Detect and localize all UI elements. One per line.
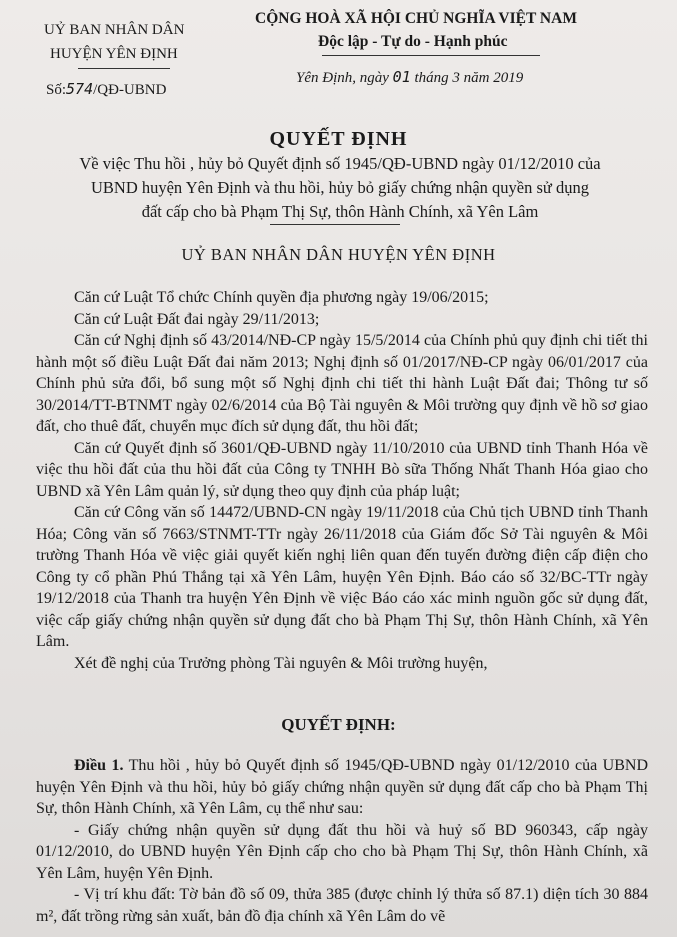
- agency-name-line1: UỶ BAN NHÂN DÂN: [44, 22, 185, 38]
- bullet-item: - Giấy chứng nhận quyền sử dụng đất thu hồi và huỷ số BD 960343, cấp ngày 01/12/2010, do UBND huyện Yên Định cấp cho cho bà Phạm Thị Sự, thôn Hành Chính, xã Yên Lâm, huyện Yên Định.: [36, 821, 648, 882]
- preamble-paragraph: Xét đề nghị của Trưởng phòng Tài nguyên & Môi trường huyện,: [74, 654, 488, 672]
- article-1-text: Thu hồi , hủy bỏ Quyết định số 1945/QĐ-UBND ngày 01/12/2010 của UBND huyện Yên Định và thu hồi, hủy bỏ giấy chứng nhận quyền sử dụng đất cấp cho bà Phạm Thị Sự, thôn Hành Chính, xã Yên Lâm, cụ thể như sau:: [36, 757, 648, 817]
- preamble: [36, 287, 648, 674]
- national-title: CỘNG HOÀ XÃ HỘI CHỦ NGHĨA VIỆT NAM: [255, 10, 577, 27]
- decision-heading: QUYẾT ĐỊNH:: [281, 715, 396, 734]
- date-day-handwritten: 01: [392, 68, 411, 86]
- bullet-item: - Vị trí khu đất: Tờ bản đồ số 09, thửa 385 (được chỉnh lý thửa số 87.1) diện tích 30 884 m², đất trồng rừng sản xuất, bản đồ địa chính xã Yên Lâm do vẽ: [36, 886, 648, 925]
- document-subject: [40, 152, 640, 224]
- subject-underline: [270, 224, 400, 225]
- subject-line: đất cấp cho bà Phạm Thị Sự, thôn Hành Chính, xã Yên Lâm: [141, 202, 539, 221]
- doc-no-handwritten: 574: [66, 80, 94, 98]
- document-number: [46, 80, 166, 99]
- motto-underline: [322, 55, 540, 56]
- preamble-paragraph: Căn cứ Luật Tổ chức Chính quyền địa phương ngày 19/06/2015;: [74, 289, 489, 306]
- article-1-label: Điều 1.: [74, 757, 124, 774]
- issuing-authority: UỶ BAN NHÂN DÂN HUYỆN YÊN ĐỊNH: [181, 245, 496, 264]
- subject-line: UBND huyện Yên Định và thu hồi, hủy bỏ giấy chứng nhận quyền sử dụng: [90, 178, 589, 197]
- date-suffix: tháng 3 năm 2019: [414, 70, 524, 86]
- article-1: [36, 755, 648, 927]
- preamble-paragraph: Căn cứ Quyết định số 3601/QĐ-UBND ngày 11/10/2010 của UBND tỉnh Thanh Hóa về việc thu hồi đất của thu hồi đất của Công ty TNHH Bò sữa Thống Nhất Thanh Hóa giao cho UBND xã Yên Lâm quản lý, sử dụng theo quy định của pháp luật;: [36, 439, 648, 500]
- issue-date: [296, 68, 523, 87]
- doc-no-prefix: Số:: [46, 82, 67, 98]
- national-motto: Độc lập - Tự do - Hạnh phúc: [318, 33, 508, 50]
- doc-no-suffix: /QĐ-UBND: [93, 82, 167, 98]
- preamble-paragraph: Căn cứ Luật Đất đai ngày 29/11/2013;: [74, 310, 320, 328]
- article-1-paragraph: [36, 755, 648, 820]
- agency-underline: [78, 68, 170, 69]
- agency-name-line2: HUYỆN YÊN ĐỊNH: [50, 46, 178, 62]
- subject-line: Về việc Thu hồi , hủy bỏ Quyết định số 1945/QĐ-UBND ngày 01/12/2010 của: [79, 154, 601, 173]
- document-title: QUYẾT ĐỊNH: [269, 128, 408, 150]
- date-prefix: Yên Định, ngày: [296, 70, 389, 86]
- preamble-paragraph: Căn cứ Nghị định số 43/2014/NĐ-CP ngày 15/5/2014 của Chính phủ quy định chi tiết thi hành một số điều Luật Đất đai năm 2013; Nghị định số 01/2017/NĐ-CP ngày 06/01/2017 của Chính phủ sửa đổi, bổ sung một số Nghị định chi tiết thi hành Luật Đất đai; Thông tư số 30/2014/TT-BTNMT ngày 02/6/2014 của Bộ Tài nguyên & Môi trường quy định về hồ sơ giao đất, cho thuê đất, chuyển mục đích sử dụng đất, thu hồi đất;: [36, 332, 648, 435]
- preamble-paragraph: Căn cứ Công văn số 14472/UBND-CN ngày 19/11/2018 của Chủ tịch UBND tỉnh Thanh Hóa; Công văn số 7663/STNMT-TTr ngày 26/11/2018 của Giám đốc Sở Tài nguyên & Môi trường Thanh Hóa về việc giải quyết kiến nghị liên quan đến tuyến đường điện cấp điện cho Công ty cổ phần Phú Thắng tại xã Yên Lâm, huyện Yên Định. Báo cáo số 32/BC-TTr ngày 19/12/2018 của Thanh tra huyện Yên Định về việc Báo cáo xác minh nguồn gốc sử dụng đất, việc cấp giấy chứng nhận quyền sử dụng đất cho bà Phạm Thị Sự, thôn Hành Chính, xã Yên Lâm.: [36, 504, 648, 650]
